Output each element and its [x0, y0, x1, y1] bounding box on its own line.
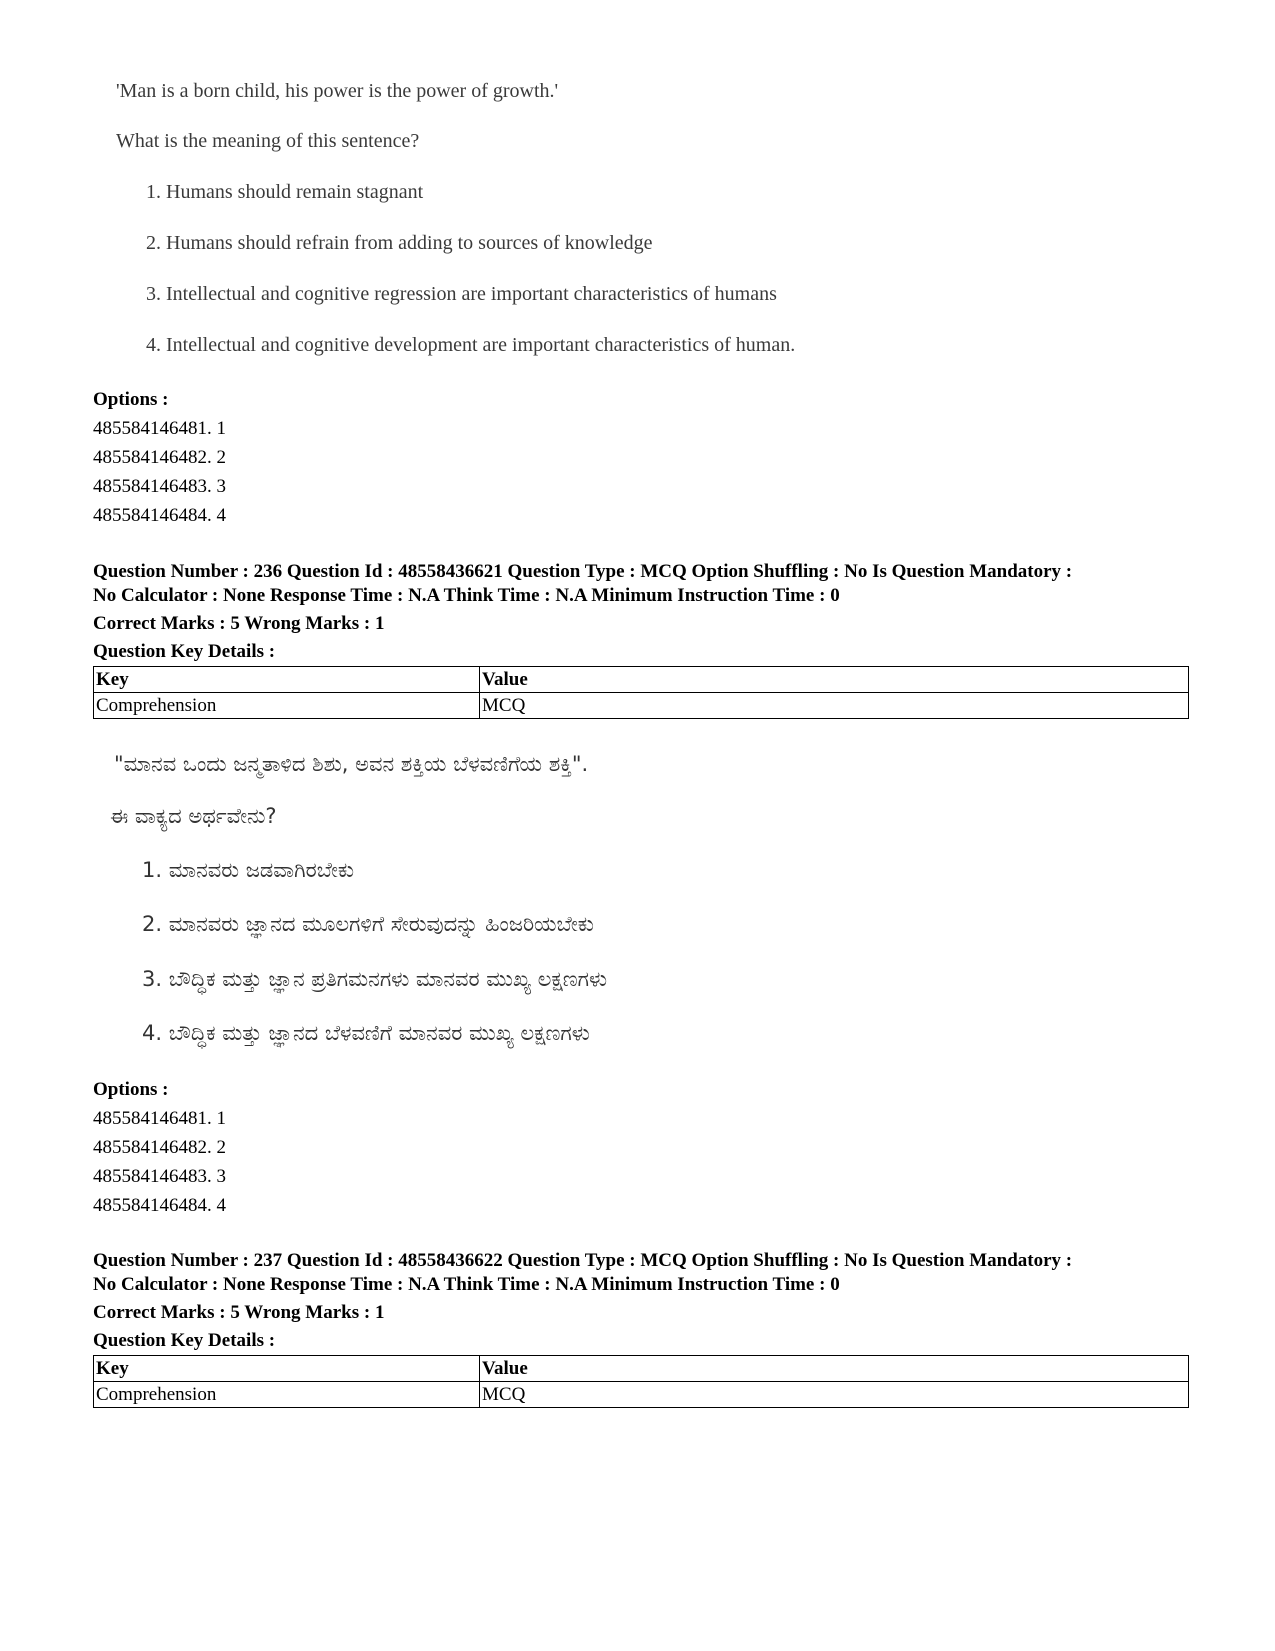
choice-2: 2. Humans should refrain from adding to sources of knowledge [146, 232, 653, 254]
options-label: Options : [93, 389, 169, 410]
question-236-meta [93, 560, 1193, 664]
question-237-key-table [93, 1355, 1189, 1408]
meta-line-2: No Calculator : None Response Time : N.A Think Time : N.A Minimum Instruction Time : 0 [93, 1274, 840, 1295]
meta-line-1: Question Number : 236 Question Id : 48558436621 Question Type : MCQ Option Shuffling : No Is Question Mandatory : [93, 561, 1073, 582]
question-prompt: ಈ ವಾಕ್ಯದ ಅರ್ಥವೇನು? [110, 804, 277, 828]
key-details-label: Question Key Details : [93, 1330, 276, 1351]
table-cell-value: MCQ [480, 693, 1189, 719]
option-item: 485584146482. 2 [93, 447, 226, 468]
table-cell-key: Comprehension [94, 693, 480, 719]
marks-line: Correct Marks : 5 Wrong Marks : 1 [93, 1302, 385, 1323]
choice-3: 3. Intellectual and cognitive regression are important characteristics of humans [146, 283, 777, 305]
table-header-row [94, 667, 1189, 693]
table-row [94, 1382, 1189, 1408]
table-header-key: Key [94, 1356, 480, 1382]
meta-line-1: Question Number : 237 Question Id : 48558436622 Question Type : MCQ Option Shuffling : No Is Question Mandatory : [93, 1250, 1073, 1271]
key-details-label: Question Key Details : [93, 641, 276, 662]
table-header-row [94, 1356, 1189, 1382]
option-item: 485584146483. 3 [93, 476, 226, 497]
option-item: 485584146482. 2 [93, 1137, 226, 1158]
question-236-key-table [93, 666, 1189, 719]
options-label: Options : [93, 1079, 169, 1100]
question-quote: "ಮಾನವ ಒಂದು ಜನ್ಮತಾಳಿದ ಶಿಶು, ಅವನ ಶಕ್ತಿಯ ಬೆಳವಣಿಗೆಯ ಶಕ್ತಿ". [114, 752, 589, 776]
question-quote: 'Man is a born child, his power is the power of growth.' [116, 80, 559, 102]
question-237-meta [93, 1249, 1193, 1353]
table-row [94, 693, 1189, 719]
choice-1: 1. ಮಾನವರು ಜಡವಾಗಿರಬೇಕು [142, 858, 355, 882]
choice-3: 3. ಬೌದ್ಧಿಕ ಮತ್ತು ಜ್ಞಾನ ಪ್ರತಿಗಮನಗಳು ಮಾನವರ ಮುಖ್ಯ ಲಕ್ಷಣಗಳು [142, 967, 608, 991]
choice-4: 4. ಬೌದ್ಧಿಕ ಮತ್ತು ಜ್ಞಾನದ ಬೆಳವಣಿಗೆ ಮಾನವರ ಮುಖ್ಯ ಲಕ್ಷಣಗಳು [142, 1021, 590, 1045]
choice-4: 4. Intellectual and cognitive development are important characteristics of human. [146, 334, 796, 356]
table-header-value: Value [480, 667, 1189, 693]
choice-2: 2. ಮಾನವರು ಜ್ಞಾನದ ಮೂಲಗಳಿಗೆ ಸೇರುವುದನ್ನು ಹಿಂಜರಿಯಬೇಕು [142, 912, 594, 936]
option-item: 485584146483. 3 [93, 1166, 226, 1187]
option-item: 485584146484. 4 [93, 505, 226, 526]
table-cell-key: Comprehension [94, 1382, 480, 1408]
option-item: 485584146481. 1 [93, 1108, 226, 1129]
table-header-key: Key [94, 667, 480, 693]
table-cell-value: MCQ [480, 1382, 1189, 1408]
options-list-235 [93, 385, 226, 530]
options-list-236 [93, 1075, 226, 1220]
choice-1: 1. Humans should remain stagnant [146, 181, 424, 203]
option-item: 485584146481. 1 [93, 418, 226, 439]
option-item: 485584146484. 4 [93, 1195, 226, 1216]
question-prompt: What is the meaning of this sentence? [116, 130, 420, 152]
marks-line: Correct Marks : 5 Wrong Marks : 1 [93, 613, 385, 634]
meta-line-2: No Calculator : None Response Time : N.A Think Time : N.A Minimum Instruction Time : 0 [93, 585, 840, 606]
table-header-value: Value [480, 1356, 1189, 1382]
